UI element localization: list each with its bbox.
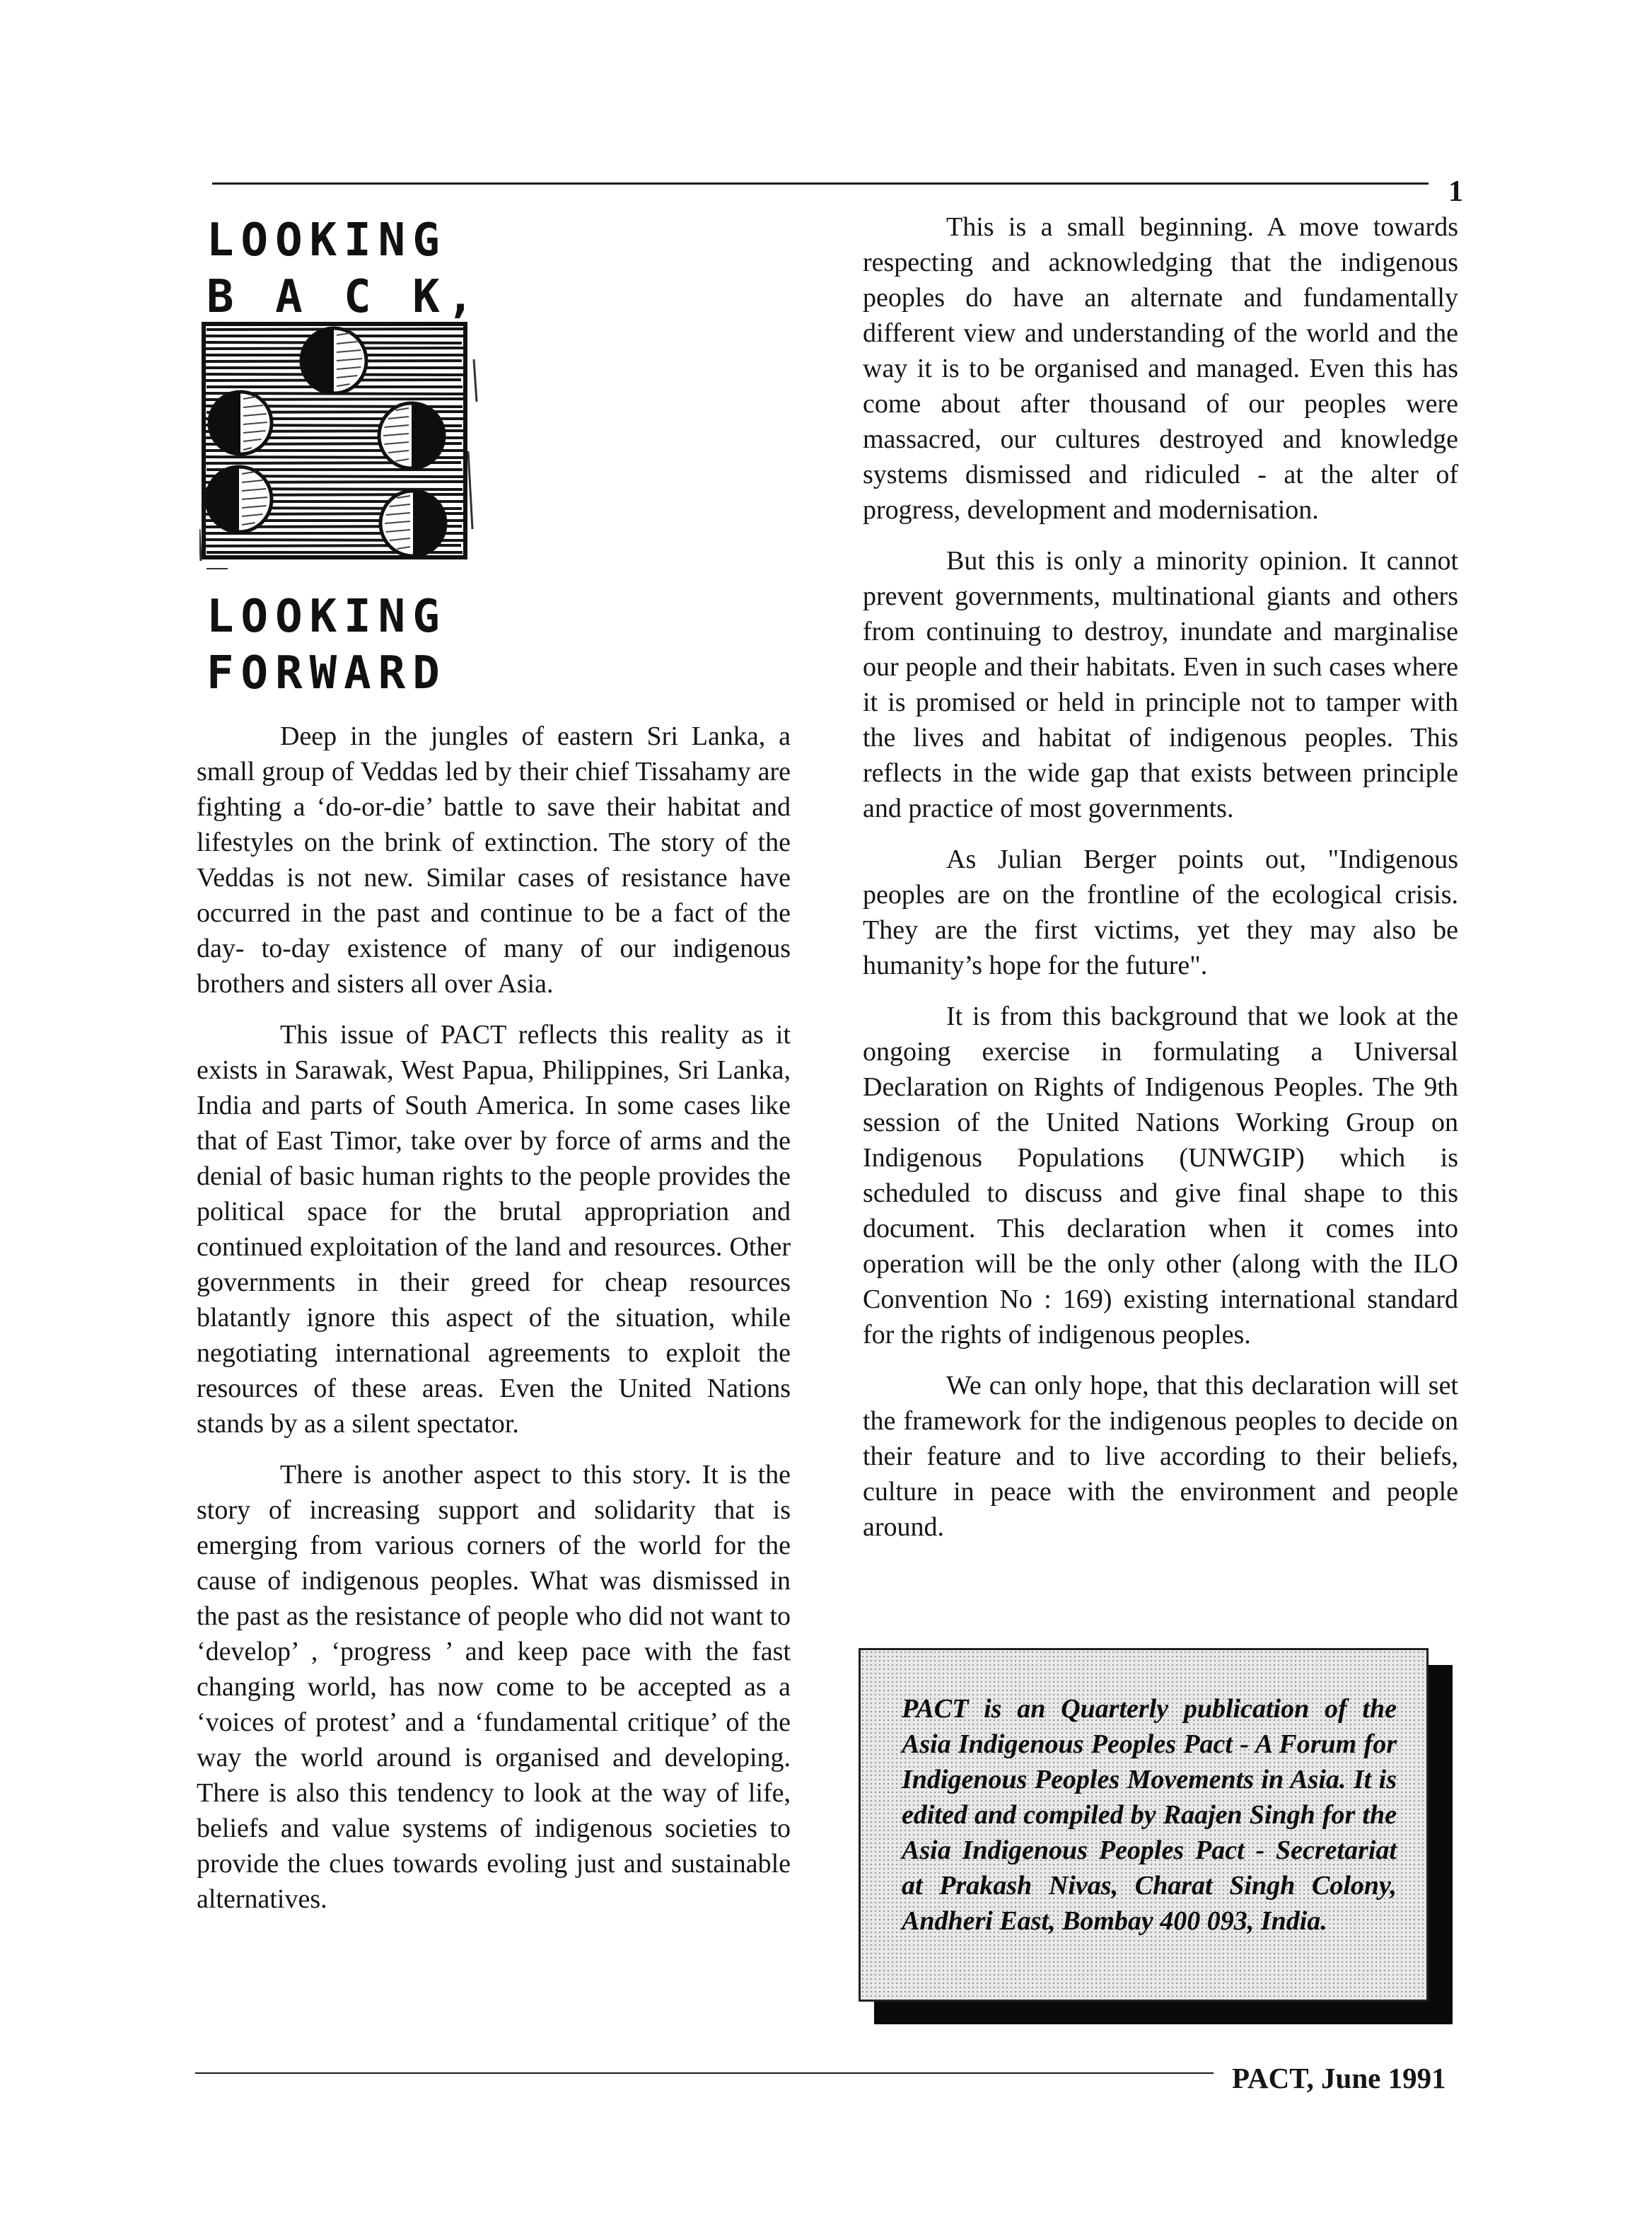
paragraph: This is a small beginning. A move towards respecting and acknowledging that the indigenous peoples do have an alternate and fundamentally different view and understanding of the world and the way it is to be organised and managed. Even this has come about after thousand of our peoples were massacred, our cultures destroyed and knowledge systems dismissed and ridiculed - at the alter of progress, development and modernisation. <box>863 212 1458 525</box>
logo-illustration <box>199 317 482 579</box>
page-number: 1 <box>1448 175 1463 208</box>
footer-rule <box>195 2072 1214 2074</box>
paragraph: But this is only a minority opinion. It cannot prevent governments, multinational giants and others from continuing to destroy, inundate and marginalise our people and their habitats. Even in such cases where it is promised or held in principle not to tamper with the lives and habitat of indigenous peoples. This reflects in the wide gap that exists between principle and practice of most governments. <box>863 546 1458 823</box>
heading-looking-back <box>206 212 481 325</box>
paragraph: This issue of PACT reflects this reality as it exists in Sarawak, West Papua, Philippines, Sri Lanka, India and parts of South America. In some cases like that of East Timor, take over by force of arms and the denial of basic human rights to the people provides the political space for the brutal appropriation and continued exploitation of the land and resources. Other governments in their greed for cheap resources blatantly ignore this aspect of the situation, while negotiating international agreements to exploit the resources of these areas. Even the United Nations stands by as a silent spectator. <box>197 1020 791 1439</box>
heading-line: B A C K, <box>206 271 482 323</box>
paragraph: As Julian Berger points out, "Indigenous peoples are on the frontline of the ecological crisis. They are the first victims, yet they may also be humanity’s hope for the future". <box>863 845 1458 980</box>
publication-info-text: PACT is an Quarterly publication of the Asia Indigenous Peoples Pact - A Forum for Indigenous Peoples Movements in Asia. It is edited and compiled by Raajen Singh for the Asia Indigenous Peoples Pact - Secretariat at Prakash Nivas, Charat Singh Colony, Andheri East, Bombay 400 093, India. <box>902 1694 1397 1936</box>
heading-line: LOOKING <box>206 591 447 643</box>
heading-line: LOOKING <box>206 214 447 267</box>
footer-issue: PACT, June 1991 <box>1232 2062 1446 2094</box>
paragraph: It is from this background that we look at the ongoing exercise in formulating a Universal Declaration on Rights of Indigenous Peoples. The 9th session of the United Nations Working Group on Indigenous Populations (UNWGIP) which is scheduled to discuss and give final shape to this document. This declaration when it comes into operation will be the only other (along with the ILO Convention No : 169) existing international standard for the rights of indigenous peoples. <box>863 1002 1458 1350</box>
woodcut-circles-logo <box>199 317 482 579</box>
paragraph: Deep in the jungles of eastern Sri Lanka, a small group of Veddas led by their chief Tissahamy are fighting a ‘do-or-die’ battle to save their habitat and lifestyles on the brink of extinction. The story of the Veddas is not new. Similar cases of resistance have occurred in the past and continue to be a fact of the day- to-day existence of many of our indigenous brothers and sisters all over Asia. <box>197 721 791 999</box>
heading-looking-forward <box>206 588 447 702</box>
heading-line: FORWARD <box>206 647 447 700</box>
publication-info-box <box>859 1648 1429 2002</box>
left-column <box>197 719 791 1932</box>
header-rule <box>212 182 1429 185</box>
paragraph: There is another aspect to this story. It is the story of increasing support and solidarity that is emerging from various corners of the world for the cause of indigenous peoples. What was dismissed in the past as the resistance of people who did not want to ‘develop’ , ‘progress ’ and keep pace with the fast changing world, has now come to be accepted as a ‘voices of protest’ and a ‘fundamental critique’ of the way the world around is organised and developing. There is also this tendency to look at the way of life, beliefs and value systems of indigenous societies to provide the clues towards evoling just and sustainable alternatives. <box>197 1460 791 1914</box>
paragraph: We can only hope, that this declaration will set the framework for the indigenous peoples to decide on their feature and to live according to their beliefs, culture in peace with the environment and people around. <box>863 1371 1458 1542</box>
right-column <box>863 209 1458 1560</box>
